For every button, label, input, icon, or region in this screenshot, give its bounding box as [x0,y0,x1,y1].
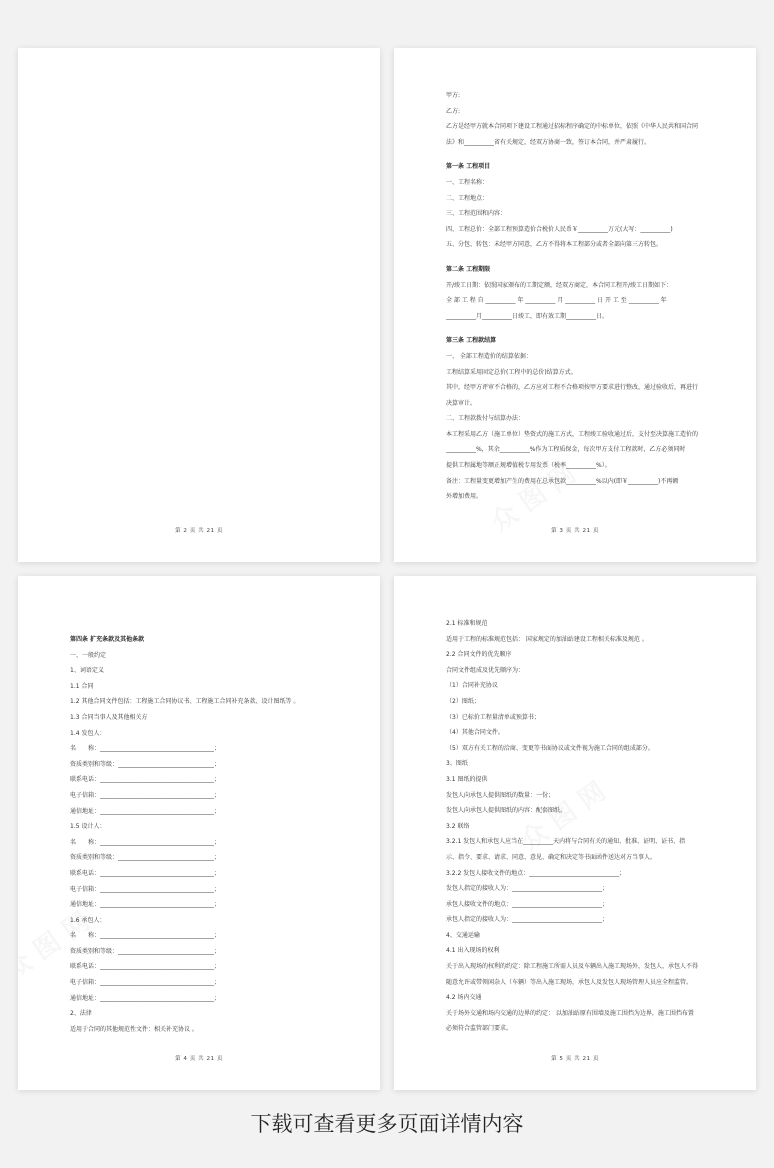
text-line: 发包人向承包人提供图纸的数量：一份； [446,791,555,799]
text-line: 发包人向承包人提供图纸的内容：配套图纸。 [446,807,567,815]
text-line: 关于场外交通和场内交通的边界的约定： 以加油站原有围墙及施工围挡为边界，施工围挡布置 [446,1009,694,1017]
text-line: 通信地址：______________________________________； [70,994,221,1002]
text-line: 示、指令、要求、请求、同意、意见、确定和决定等书面函件送达对方当事人。 [446,853,657,861]
document-page-2 [18,48,380,562]
text-line: 备注：工程量变更增加产生的费用在总承包款__________%以内(即￥__________)不再额 [446,477,679,485]
section-heading: 第四条 扩充条款及其他条款 [70,636,145,643]
text-line: 二、工程款拨付与结算办法： [446,415,525,423]
page-content [70,632,336,1037]
text-line: （5）双方有关工程的洽商、变更等书面协议或文件视为施工合同的组成部分。 [446,744,654,752]
text-line: 4.1 出入现场的权利 [446,947,500,955]
text-line: 3、图纸 [446,760,468,768]
section-heading: 第一条 工程项目 [446,163,491,171]
text-line: 联系电话：______________________________________； [70,963,221,971]
text-line: 法》和__________省有关规定，经双方协商一致，签订本合同，并严肃履行。 [446,138,651,146]
text-line: 一、工程名称： [446,178,489,186]
text-line: 1.3 合同当事人及其他相关方 [70,713,148,721]
text-line: 五、分包、转包：未经甲方同意，乙方不得将本工程部分或者全部向第三方转包。 [446,241,663,249]
text-line: 通信地址：______________________________________； [70,807,221,815]
text-line: 1、词语定义 [70,667,104,675]
spacer [446,253,712,262]
text-line: 4、交通运输 [446,931,480,939]
text-line: 必须符合监管部门要求。 [446,1025,513,1033]
text-line: （3）已标价工程量清单或预算书； [446,713,540,721]
text-line: 其中，经甲方评审不合格的，乙方应对工程不合格项按甲方要求进行整改，通过验收后，再进行 [446,384,699,392]
document-page-4 [18,576,380,1090]
text-line: 合同文件组成及优先顺序为： [446,666,525,674]
text-line: 2、法律 [70,1010,92,1018]
section-heading: 第三条 工程款结算 [446,337,497,345]
text-line: 资质类别和等级：________________________________； [70,854,221,862]
text-line: （1）合同补充协议 [446,682,498,690]
text-line: 1.1 合同 [70,682,94,690]
page-content [446,88,712,505]
text-line: 关于出入现场的权利的约定：除工程施工所需人员及车辆出入施工现场外，发包人、承包人不得 [446,963,699,971]
text-line: 3.2 联络 [446,822,470,830]
text-line: 3.2.1 发包人和承包人应当在__________天内将与合同有关的通知、批准、证明、证书、指 [446,838,686,846]
text-line: 本工程采用乙方（施工单位）垫资式的施工方式，工程竣工验收通过后，支付至决算施工造价的 [446,430,699,438]
text-line: 联系电话：______________________________________； [70,776,221,784]
section-heading: 第二条 工程期限 [446,265,491,273]
page-footer: 第 5 页 共 21 页 [551,1056,599,1062]
text-line: 承包人接收文件的地点：______________________________； [446,900,609,908]
text-line: 3.2.2 发包人接收文件的地点：______________________________； [446,869,626,877]
text-line: 电子信箱：______________________________________； [70,885,221,893]
page-footer: 第 3 页 共 21 页 [551,528,599,534]
text-line: 发包人指定的接收人为：______________________________； [446,885,609,893]
text-line: 4.2 场内交通 [446,994,482,1002]
spacer [446,324,712,333]
text-line: （2）图纸； [446,697,480,705]
text-line: 1.5 设计人： [70,823,106,831]
text-line: 1.2 其他合同文件包括：工程施工合同协议书、工程施工合同补充条款、设计图纸等 。 [70,698,300,706]
text-line: 甲方: [446,92,461,99]
text-line: 1.6 承包人： [70,916,106,924]
text-line: 随意允许或带领闲杂人（车辆）等出入施工现场，承包人及发包人现场管理人员应全程监管。 [446,978,693,986]
text-line: __________月__________日竣工，即有效工期__________日。 [446,312,609,320]
text-line: 通信地址：______________________________________； [70,901,221,909]
document-page-3 [394,48,756,562]
text-line: 电子信箱：______________________________________； [70,791,221,799]
text-line: 开/竣工日期：依照国家颁布的工期定额，经双方商定，本合同工程开/竣工日期如下： [446,281,673,289]
text-line: 一、一般约定 [70,651,107,659]
text-line: 1.4 发包人： [70,729,106,737]
text-line: 乙方是经甲方就本合同项下建设工程通过招标程序确定的中标单位，依照《中华人民共和国合同 [446,123,699,131]
page-content [446,616,712,1037]
text-line: 提供工程属地等额正规增值税专用发票（税率__________%）。 [446,462,611,470]
text-line: 资质类别和等级：________________________________； [70,947,221,955]
text-line: 三、工程范围和内容： [446,210,507,218]
text-line: 2.1 标准和规范 [446,620,488,627]
download-caption[interactable]: 下载可查看更多页面详情内容 [250,1112,524,1136]
text-line: （4）其他合同文件。 [446,729,504,737]
text-line: 名 称：______________________________________； [70,932,221,940]
text-line: 乙方: [446,107,461,115]
text-line: 联系电话：______________________________________； [70,869,221,877]
text-line: 3.1 图纸的提供 [446,775,488,783]
text-line: 适用于工程的标准规范包括： 国家规定的加油站建设工程相关标准及规范 。 [446,635,648,643]
text-line: 二、工程地点： [446,194,489,202]
text-line: 工程结算采用固定总价(工程中的总价)结算方式。 [446,368,577,376]
text-line: 决算审计。 [446,399,477,407]
page-footer: 第 4 页 共 21 页 [175,1056,223,1062]
spacer [446,150,712,159]
text-line: 名 称：______________________________________； [70,838,221,846]
text-line: 名 称：______________________________________； [70,745,221,753]
page-footer: 第 2 页 共 21 页 [175,528,223,534]
document-page-5 [394,576,756,1090]
text-line: 适用于合同的其他规范性文件：相关补充协议 。 [70,1025,198,1033]
text-line: 全 部 工 程 自 __________ 年 __________ 月 __________ 日 开 工 至 __________ 年 [446,297,667,305]
text-line: 电子信箱：______________________________________； [70,979,221,987]
text-line: 承包人指定的接收人为：______________________________； [446,916,609,924]
text-line: 四、工程总价：全部工程预算造价合税价人民币￥__________万元(大写：__________) [446,225,673,233]
text-line: 一、 全部工程造价的结算依据： [446,352,532,360]
text-line: 资质类别和等级：________________________________； [70,760,221,768]
text-line: 外增加费用。 [446,493,483,501]
text-line: 2.2 合同文件的优先顺序 [446,651,512,659]
text-line: __________%，其余__________%作为工程质保金，每次甲方支付工程款时，乙方必须同时 [446,446,686,454]
